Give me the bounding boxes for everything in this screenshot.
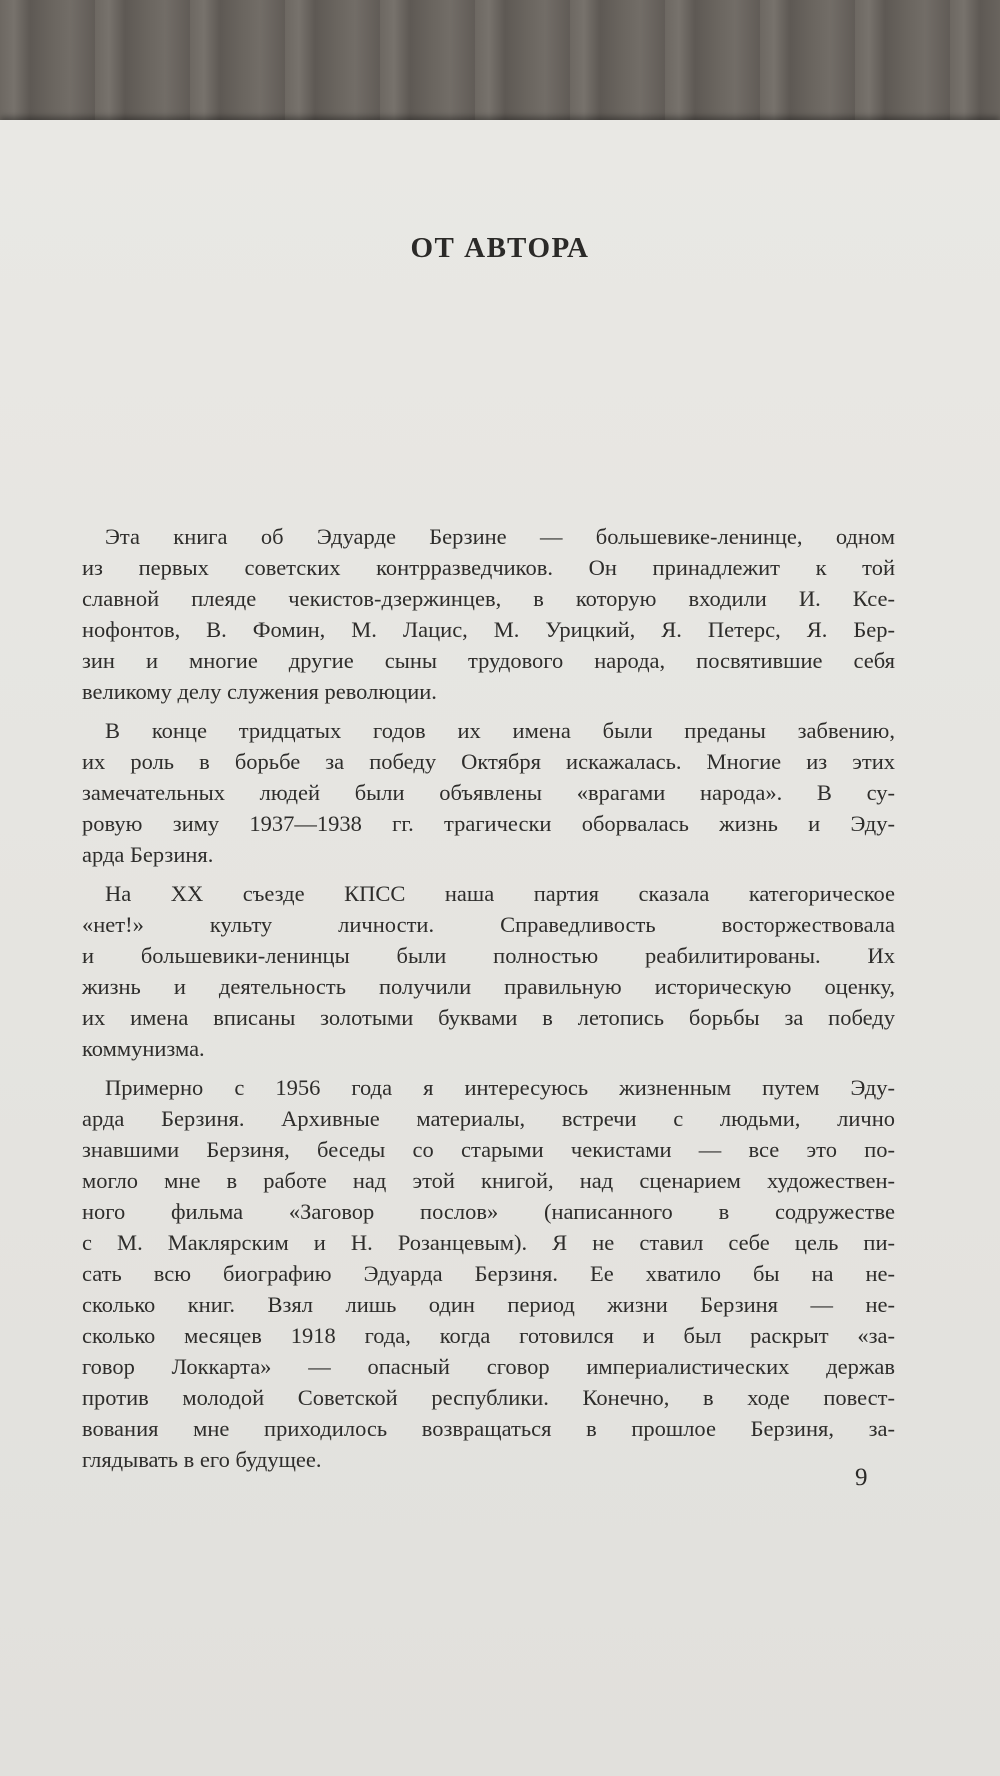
paragraph: [82, 521, 895, 707]
text-line: зин и многие другие сыны трудового народа, посвятившие себя: [82, 648, 895, 673]
text-line: могло мне в работе над этой книгой, над сценарием художествен-: [82, 1168, 895, 1193]
text-line: На XX съезде КПСС наша партия сказала категорическое: [105, 881, 895, 906]
text-line: славной плеяде чекистов-дзержинцев, в которую входили И. Ксе-: [82, 586, 895, 611]
text-line: сколько книг. Взял лишь один период жизни Берзиня — не-: [82, 1292, 895, 1317]
chapter-heading: ОТ АВТОРА: [410, 232, 590, 264]
text-line: ного фильма «Заговор послов» (написанного в содружестве: [82, 1199, 895, 1224]
text-line: вования мне приходилось возвращаться в прошлое Берзиня, за-: [82, 1416, 895, 1441]
text-line: Эта книга об Эдуарде Берзине — большевике-ленинце, одном: [105, 524, 895, 549]
text-line: ровую зиму 1937—1938 гг. трагически оборвалась жизнь и Эду-: [82, 811, 895, 836]
text-line: из первых советских контрразведчиков. Он принадлежит к той: [82, 555, 895, 580]
text-line: коммунизма.: [82, 1036, 205, 1061]
text-line: «нет!» культу личности. Справедливость восторжествовала: [82, 912, 895, 937]
body-text: [82, 521, 895, 1483]
text-line: великому делу служения революции.: [82, 679, 437, 704]
text-line: сать всю биографию Эдуарда Берзиня. Ее хватило бы на не-: [82, 1261, 895, 1286]
text-line: жизнь и деятельность получили правильную историческую оценку,: [82, 974, 895, 999]
text-line: глядывать в его будущее.: [82, 1447, 322, 1472]
text-line: арда Берзиня.: [82, 842, 214, 867]
text-line: говор Локкарта» — опасный сговор империалистических держав: [82, 1354, 895, 1379]
book-page: [0, 120, 1000, 1776]
text-line: замечательных людей были объявлены «врагами народа». В су-: [82, 780, 895, 805]
text-line: их роль в борьбе за победу Октября искажалась. Многие из этих: [82, 749, 895, 774]
paragraph: [82, 878, 895, 1064]
paragraph: [82, 1072, 895, 1475]
text-line: Примерно с 1956 года я интересуюсь жизненным путем Эду-: [105, 1075, 895, 1100]
text-line: нофонтов, В. Фомин, М. Лацис, М. Урицкий, Я. Петерс, Я. Бер-: [82, 617, 895, 642]
text-line: и большевики-ленинцы были полностью реабилитированы. Их: [82, 943, 895, 968]
text-line: их имена вписаны золотыми буквами в летопись борьбы за победу: [82, 1005, 895, 1030]
text-line: В конце тридцатых годов их имена были преданы забвению,: [105, 718, 895, 743]
paragraph: [82, 715, 895, 870]
page-number: 9: [855, 1464, 868, 1491]
text-line: с М. Маклярским и Н. Розанцевым). Я не ставил себе цель пи-: [82, 1230, 895, 1255]
text-line: сколько месяцев 1918 года, когда готовился и был раскрыт «за-: [82, 1323, 895, 1348]
text-line: против молодой Советской республики. Конечно, в ходе повест-: [82, 1385, 895, 1410]
text-line: знавшими Берзиня, беседы со старыми чекистами — все это по-: [82, 1137, 895, 1162]
text-line: арда Берзиня. Архивные материалы, встречи с людьми, лично: [82, 1106, 895, 1131]
